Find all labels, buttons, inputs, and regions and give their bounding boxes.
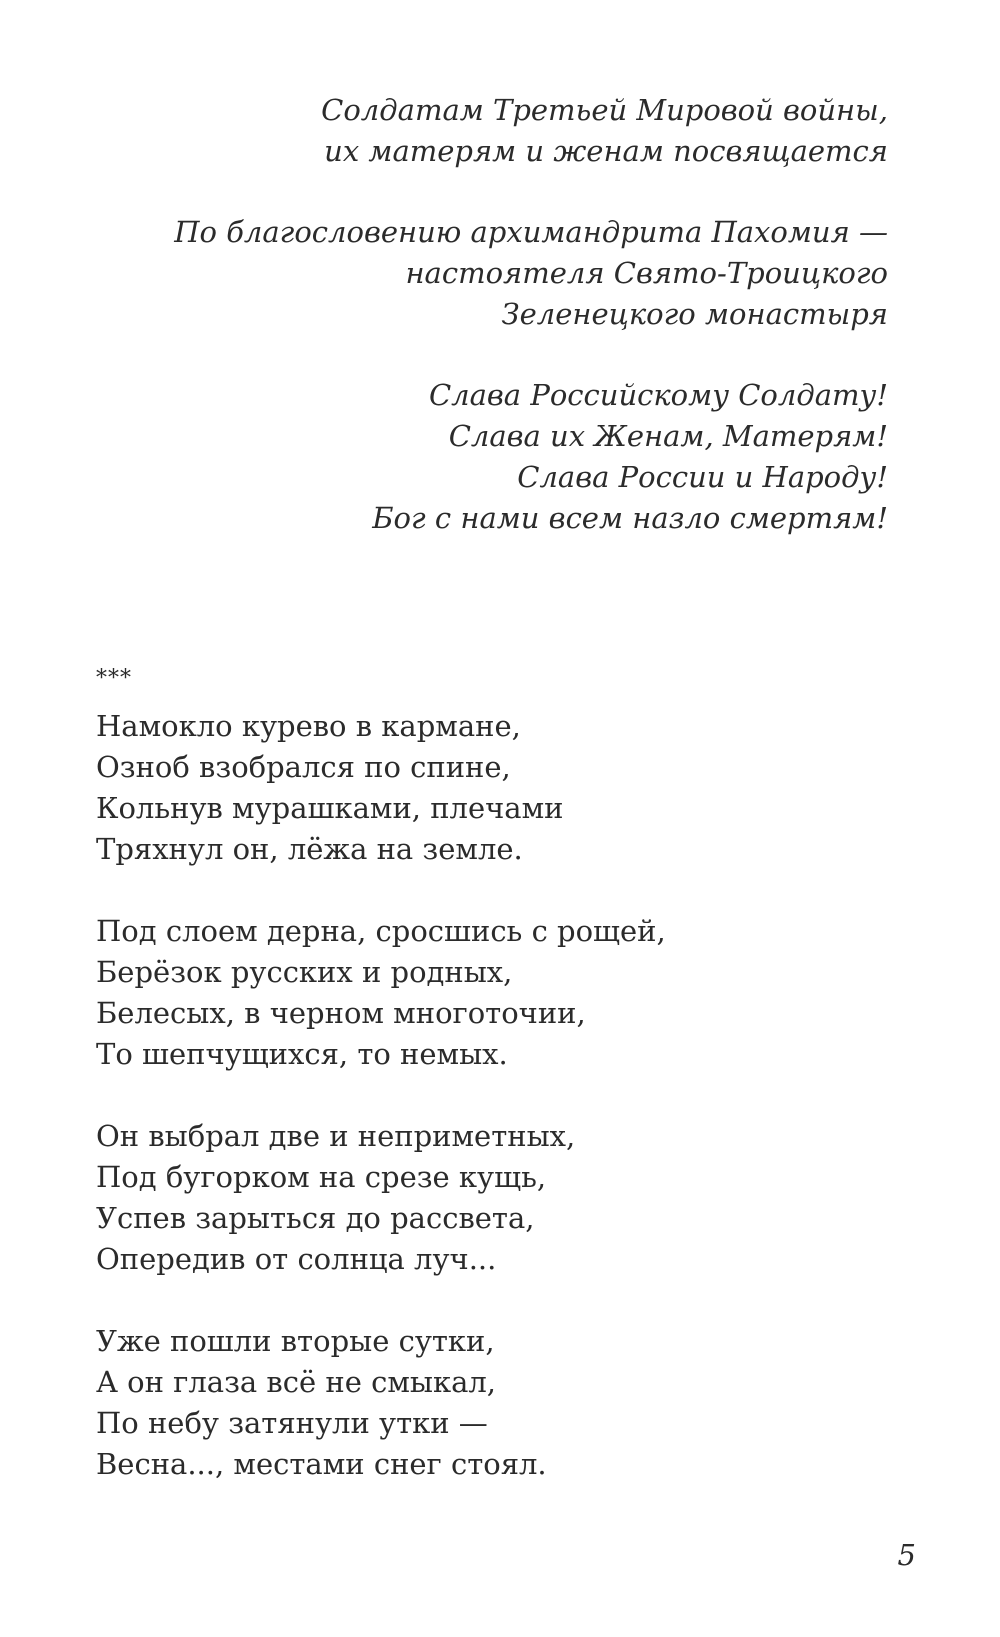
poem-line: Белесых, в черном многоточии, (96, 996, 586, 1030)
poem-line: Под слоем дерна, сросшись с рощей, (96, 914, 666, 948)
page-number: 5 (897, 1538, 916, 1572)
poem-line: Берёзок русских и родных, (96, 955, 513, 989)
stanza (96, 911, 876, 1075)
poem-line: Успев зарыться до рассвета, (96, 1201, 535, 1235)
blessing-line: По благословению архимандрита Пахомия — (174, 215, 888, 249)
poem-line: Весна..., местами снег стоял. (96, 1447, 547, 1481)
dedication-block (128, 90, 888, 172)
poem-line: Озноб взобрался по спине, (96, 750, 511, 784)
poem-line: Под бугорком на срезе кущь, (96, 1160, 547, 1194)
dedication (128, 90, 888, 579)
poem (96, 664, 876, 1526)
poem-line: Намокло курево в кармане, (96, 709, 521, 743)
poem-line: Уже пошли вторые сутки, (96, 1324, 495, 1358)
stanza (96, 706, 876, 870)
dedication-line: Солдатам Третьей Мировой войны, (321, 93, 888, 127)
poem-line: Опередив от солнца луч... (96, 1242, 497, 1276)
dedication-line: их матерям и женам посвящается (324, 134, 888, 168)
glory-line: Слава Российскому Солдату! (428, 378, 888, 412)
poem-line: Кольнув мурашками, плечами (96, 791, 564, 825)
blessing-line: Зеленецкого монастыря (501, 297, 888, 331)
glory-block (128, 375, 888, 539)
poem-line: Тряхнул он, лёжа на земле. (96, 832, 523, 866)
glory-line: Бог с нами всем назло смертям! (372, 501, 888, 535)
stanza (96, 1321, 876, 1485)
poem-line: По небу затянули утки — (96, 1406, 488, 1440)
glory-line: Слава России и Народу! (517, 460, 888, 494)
glory-line: Слава их Женам, Матерям! (448, 419, 888, 453)
blessing-line: настоятеля Свято-Троицкого (405, 256, 888, 290)
blessing-block (128, 212, 888, 335)
poem-line: А он глаза всё не смыкал, (96, 1365, 497, 1399)
poem-line: То шепчущихся, то немых. (96, 1037, 508, 1071)
poem-separator: *** (96, 666, 132, 691)
poem-line: Он выбрал две и неприметных, (96, 1119, 576, 1153)
stanza (96, 1116, 876, 1280)
